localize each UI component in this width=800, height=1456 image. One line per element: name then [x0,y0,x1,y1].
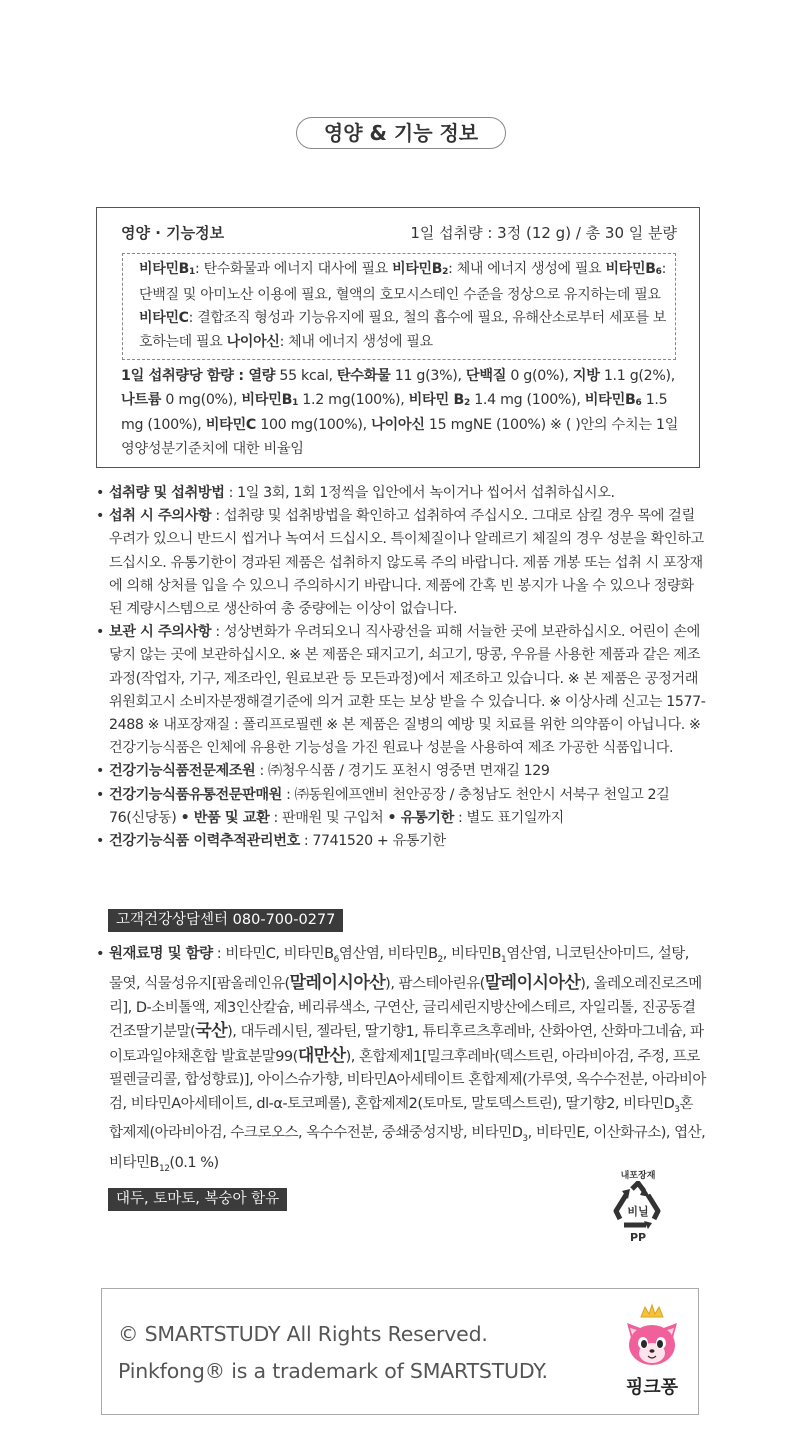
function-item: 비타민$B_6$: 단백질 및 아미노산 이용에 필요, 혈액의 호모시스테인 수준을 정상으로 유지하는데 필요 [139,261,666,303]
pinkfong-face-icon [621,1303,683,1369]
customer-center-label: 고객건강상담센터 080-700-0277 [108,909,343,932]
recycle-material: 비닐 [627,1205,649,1218]
nutrition-label: 영양 · 기능정보 [121,224,225,242]
list-item: • 섭취량 및 섭취방법 : 1일 3회, 1회 1정씩을 입안에서 녹이거나 씹어서 섭취하십시오. [96,485,615,501]
allergy-label: 대두, 토마토, 복숭아 함유 [108,1188,287,1211]
function-claims-box [122,253,676,360]
function-item: 비타민C: 결합조직 형성과 기능유지에 필요, 철의 흡수에 필요, 유해산소로부터 세포를 보호하는데 필요 [139,310,667,350]
nutrition-info-box [96,207,700,468]
function-item: 비타민$B_1$: 탄수화물과 에너지 대사에 필요 [139,261,393,277]
list-item: • 건강기능식품전문제조원 : ㈜청우식품 / 경기도 포천시 영중면 면재길 129 [96,763,550,780]
precautions-list [96,482,706,853]
list-item: • 섭취 시 주의사항 : 섭취량 및 섭취방법을 확인하고 섭취하여 주십시오. 그대로 삼킬 경우 목에 걸릴 우려가 있으니 반드시 씹거나 녹여서 드십시오. 특이체질이나 알레르기 체질의 경우 성분을 확인하고 드십시오. 유통기한이 경과된 제품은 섭취하지 않도록 주의 바랍니다. 제품 개봉 또는 섭취 시 포장재에 의해 상처를 입을 수 있으니 주의하시기 바랍니다. 제품에 간혹 빈 봉지가 나올 수 있으나 정량화된 계량시스템으로 생산하여 총 중량에는 이상이 없습니다. [96,508,704,618]
list-item: • 보관 시 주의사항 : 성상변화가 우려되오니 직사광선을 피해 서늘한 곳에 보관하십시오. 어린이 손에 닿지 않는 곳에 보관하십시오. ※ 본 제품은 돼지고기, 쇠고기, 땅콩, 우유를 사용한 제품과 같은 제조과정(작업자, 기구, 제조라인, 원료보관 등 모든과정)에서 제조하고 있습니다. ※ 본 제품은 공정거래위원회고시 소비자분쟁해결기준에 의거 교환 또는 보상 받을 수 있습니다. ※ 이상사례 신고는 1577-2488 ※ 내포장재질 : 폴리프로필렌 ※ 본 제품은 질병의 예방 및 치료를 위한 의약품이 아닙니다. ※ 건강기능식품은 인체에 유용한 기능성을 가진 원료나 성분을 사용하여 제조 가공한 식품입니다. [96,624,706,757]
section-title: 영양 & 기능 정보 [296,117,506,149]
function-item: 나이아신: 체내 에너지 생성에 필요 [226,333,433,350]
copyright-box [101,1288,699,1415]
serving-info: 1일 섭취량 : 3정 (12 g) / 총 30 일 분량 [410,224,677,242]
ingredients-section [96,943,706,1181]
list-item: • 원재료명 및 함량 : 비타민C, 비타민$B_6$염산염, 비타민$B_2$, 비타민$B_1$염산염, 니코틴산아미드, 설탕, 물엿, 식물성유지[팜올레인유(말레이시아산), 팜스테아린유(말레이시아산), 올레오레진로즈메리], D-소비톨액, 제3인산칼슘, 베리류색소, 구연산, 글리세린지방산에스테르, 자일리톨, 진공동결건조딸기분말(국산), 대두레시틴, 젤라틴, 딸기향1, 튜티후르츠후레바, 산화아연, 산화마그네슘, 파이토과일야채혼합 발효분말99(대만산), 혼합제제1[밀크후레바(덱스트린, 아라비아검, 주정, 프로필렌글리콜, 합성향료)], 아이스슈가향, 비타민A아세테이트 혼합제제(가루엿, 옥수수전분, 아라비아검, 비타민A아세테이트, dl-α-토코페롤), 혼합제제2(토마토, 말토덱스트린), 딸기향2, 비타민$D_3$혼합제제(아라비아검, 수크로오스, 옥수수전분, 중쇄중성지방, 비타민$D_3$, 비타민E, 이산화규소), 엽산, 비타민$B_{12}(0.1$ %) [96,946,706,1174]
function-item: 비타민$B_2$: 체내 에너지 생성에 필요 [392,261,602,277]
recycle-icon [610,1181,666,1229]
intake-content: 1일 섭취량당 함량 : 열량 55 kcal, 탄수화물 11 g(3%), 단백질 0 g(0%), 지방 1.1 g(2%), 나트륨 0 mg(0%), 비타민$B_1$ 1.2 mg(100%), 비타민 $B_2$ 1.4 mg (100%), 비타민$B_6$ 1.5 mg (100%), 비타민C 100 mg(100%), 나이아신 15 mgNE (100%) ※ ( )안의 수치는 1일 영양성분기준치에 대한 비율임 [121,368,679,457]
pinkfong-logo [612,1303,692,1403]
copyright-text: © SMARTSTUDY All Rights Reserved. [118,1322,488,1346]
logo-text: 핑크퐁 [625,1377,679,1398]
recycle-caption: 내포장재 [620,1171,656,1181]
trademark-text: Pinkfong® is a trademark of SMARTSTUDY. [118,1359,548,1383]
list-item: • 건강기능식품 이력추적관리번호 : 7741520 + 유통기한 [96,833,446,850]
list-item: • 건강기능식품유통전문판매원 : ㈜동원에프앤비 천안공장 / 충청남도 천안시 서북구 천일고 2길 76(신당동) • 반품 및 교환 : 판매원 및 구입처 • 유통기한 : 별도 표기일까지 [96,786,670,826]
recycle-mark [606,1168,670,1258]
recycle-code: PP [629,1231,647,1244]
nutrition-header [121,222,677,244]
